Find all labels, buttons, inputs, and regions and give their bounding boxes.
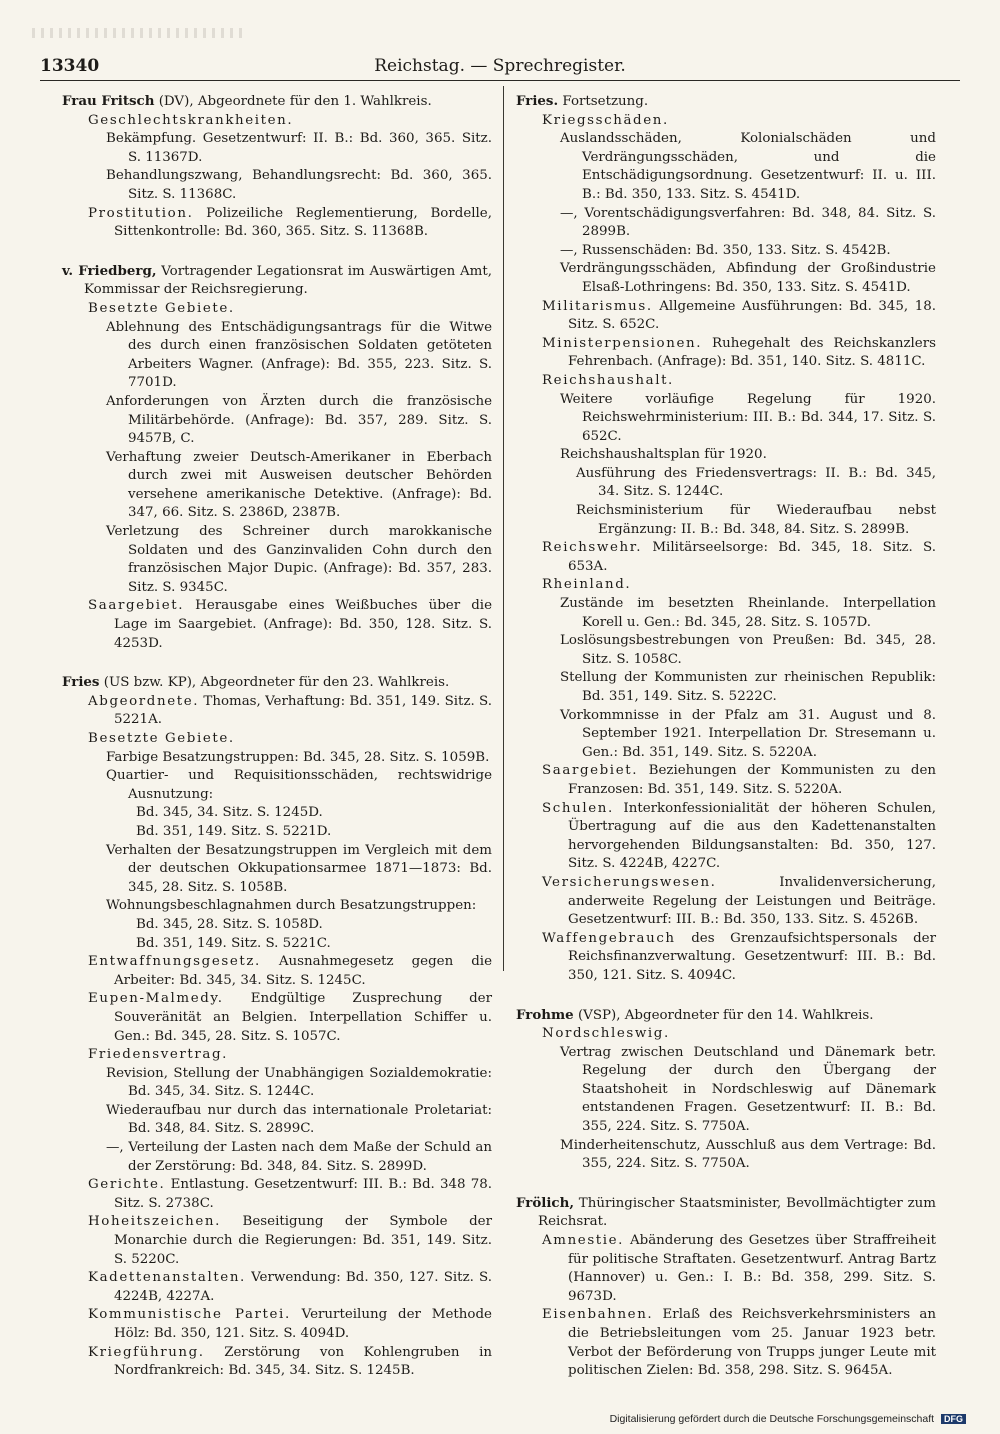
topic <box>62 1213 492 1269</box>
topic-text: Beziehungen der Kommunisten zu den Franzosen: Bd. 351, 149. Sitz. S. 5220A. <box>568 763 936 797</box>
subtopic: Bekämpfung. Gesetzentwurf: II. B.: Bd. 360, 365. Sitz. S. 11367D. <box>106 131 492 165</box>
topic <box>516 576 936 595</box>
subtopic: —, Vorentschädigungsverfahren: Bd. 348, 84. Sitz. S. 2899B. <box>560 205 936 240</box>
topic-text: Endgültige Zusprechung der Souveränität an Belgien. Interpellation Schiffer u. Gen.: Bd. 345, 28. Sitz. S. 1057C. <box>114 991 492 1044</box>
reference: Bd. 351, 149. Sitz. S. 5221C. <box>136 935 331 951</box>
subtopic: Zustände im besetzten Rheinlande. Interpellation Korell u. Gen.: Bd. 345, 28. Sitz. S. 1057D. <box>560 596 936 630</box>
header-rule <box>40 80 960 81</box>
topic <box>62 597 492 653</box>
speaker-info: (DV), Abgeordnete für den 1. Wahlkreis. <box>154 94 432 109</box>
topic-text: Entlastung. Gesetzentwurf: III. B.: Bd. 348 78. Sitz. S. 2738C. <box>114 1177 492 1211</box>
topic <box>62 205 492 242</box>
topic-keyword: Kadettenanstalten. <box>88 1270 246 1286</box>
speaker-info: (VSP), Abgeordneter für den 14. Wahlkreis. <box>573 1007 874 1023</box>
topic-keyword: Saargebiet. <box>88 598 185 614</box>
topic-keyword: Nordschleswig. <box>542 1026 670 1042</box>
topic-text: des Grenzaufsichtspersonals der Reichsfinanzverwaltung. Gesetzentwurf: III. B.: Bd. 350, 121. Sitz. S. 4094C. <box>568 930 936 983</box>
topic-keyword: Amnestie. <box>542 1233 625 1249</box>
topic <box>62 1344 492 1381</box>
topic <box>516 874 936 930</box>
speaker-name: Frohme <box>516 1006 574 1023</box>
speaker-name: Frau Fritsch <box>62 93 155 109</box>
topic-keyword: Besetzte Gebiete. <box>88 300 235 316</box>
speaker-name: Fries <box>62 674 100 691</box>
subtopic: Wiederaufbau nur durch das internationale Proletariat: Bd. 348, 84. Sitz. S. 2899C. <box>106 1102 492 1137</box>
topic <box>516 1306 936 1380</box>
subtopic: Verdrängungsschäden, Abfindung der Großindustrie Elsaß-Lothringens: Bd. 350, 133. Sitz. S. 4541D. <box>560 261 936 295</box>
topic-keyword: Waffengebrauch <box>542 930 676 946</box>
topic-text: Verurteilung der Methode Hölz: Bd. 350, 121. Sitz. S. 4094D. <box>114 1307 492 1341</box>
subtopic: Ablehnung des Entschädigungsantrags für die Witwe des durch einen französischen Soldaten getöteten Arbeiters Wagner. (Anfrage): Bd. 355, 223. Sitz. S. 7701D. <box>106 319 492 391</box>
topic <box>516 298 936 335</box>
topic-keyword: Geschlechtskrankheiten. <box>88 112 294 128</box>
speaker-info: Fortsetzung. <box>558 94 649 109</box>
reference: Bd. 345, 28. Sitz. S. 1058D. <box>136 916 323 932</box>
subtopic: Auslandsschäden, Kolonialschäden und Verdrängungsschäden, und die Entschädigungsordnung. Gesetzentwurf: II. u. III. B.: Bd. 350, 133. Sitz. S. 4541D. <box>560 131 936 202</box>
running-title: Reichstag. — Sprechregister. <box>374 56 626 76</box>
topic-text: Herausgabe eines Weißbuches über die Lage im Saargebiet. (Anfrage): Bd. 350, 128. Sitz. S. 4253D. <box>114 598 492 651</box>
topic <box>516 335 936 372</box>
topic <box>62 1269 492 1306</box>
digitization-credit <box>610 1413 966 1425</box>
topic <box>516 930 936 986</box>
topic-keyword: Militarismus. <box>542 298 653 314</box>
subtopic: Reichsministerium für Wiederaufbau nebst Ergänzung: II. B.: Bd. 348, 84. Sitz. S. 2899B. <box>576 503 936 537</box>
topic-text: Ausnahmegesetz gegen die Arbeiter: Bd. 345, 34. Sitz. S. 1245C. <box>114 954 492 988</box>
entry-fries <box>62 673 492 1381</box>
subtopic: Behandlungszwang, Behandlungsrecht: Bd. 360, 365. Sitz. S. 11368C. <box>106 168 492 202</box>
subtopic: Vertrag zwischen Deutschland und Dänemark betr. Regelung der durch den Übergang der Staatshoheit in Nordschleswig auf Dänemark entstandenen Fragen. Gesetzentwurf: II. B.: Bd. 355, 224. Sitz. S. 7750A. <box>560 1044 936 1135</box>
topic-text: Ruhegehalt des Reichskanzlers Fehrenbach. (Anfrage): Bd. 351, 140. Sitz. S. 4811C. <box>568 335 936 370</box>
topic <box>516 1025 936 1044</box>
speaker-name: Fries. <box>516 93 559 109</box>
topic <box>62 1176 492 1213</box>
topic <box>62 1306 492 1343</box>
speaker-info: Thüringischer Staatsminister, Bevollmächtigter zum Reichsrat. <box>538 1195 936 1230</box>
topic-keyword: Ministerpensionen. <box>542 335 703 351</box>
reference: Bd. 351, 149. Sitz. S. 5221D. <box>136 823 332 839</box>
subtopic: Vorkommnisse in der Pfalz am 31. August und 8. September 1921. Interpellation Dr. Stresemann u. Gen.: Bd. 351, 149. Sitz. S. 5220A. <box>560 707 936 760</box>
topic <box>516 112 936 131</box>
topic-keyword: Reichswehr. <box>542 540 643 556</box>
speaker-name: Frölich, <box>516 1194 574 1211</box>
entry-heading <box>62 673 492 693</box>
topic-keyword: Eisenbahnen. <box>542 1307 654 1323</box>
subtopic: Weitere vorläufige Regelung für 1920. Reichswehrministerium: III. B.: Bd. 344, 17. Sitz. S. 652C. <box>560 391 936 444</box>
topic-keyword: Gerichte. <box>88 1177 166 1193</box>
topic <box>62 300 492 319</box>
subtopic: —, Russenschäden: Bd. 350, 133. Sitz. S. 4542B. <box>560 242 891 258</box>
topic-keyword: Kriegsschäden. <box>542 112 669 128</box>
topic <box>516 762 936 799</box>
topic-keyword: Saargebiet. <box>542 763 639 779</box>
topic-keyword: Versicherungswesen. <box>542 874 717 890</box>
page-header <box>40 56 960 82</box>
speaker-info: (US bzw. KP), Abgeordneter für den 23. Wahlkreis. <box>99 675 450 691</box>
scan-speckle <box>32 28 242 38</box>
topic-keyword: Abgeordnete. <box>88 693 200 709</box>
page-number: 13340 <box>40 56 100 76</box>
topic-keyword: Friedensvertrag. <box>88 1047 228 1063</box>
topic-keyword: Reichshaushalt. <box>542 372 674 388</box>
speaker-info: Vortragender Legationsrat im Auswärtigen Amt, Kommissar der Reichsregierung. <box>84 263 492 298</box>
topic <box>62 1046 492 1065</box>
topic-keyword: Eupen-Malmedy. <box>88 991 224 1007</box>
topic-text: Allgemeine Ausführungen: Bd. 345, 18. Sitz. S. 652C. <box>568 298 936 333</box>
topic-keyword: Kommunistische Partei. <box>88 1307 291 1323</box>
right-column <box>516 92 936 1394</box>
entry-froelich <box>516 1194 936 1381</box>
entry-heading <box>516 92 936 112</box>
credit-text: Digitalisierung gefördert durch die Deutsche Forschungsgemeinschaft <box>609 1413 935 1425</box>
entry-fritsch <box>62 92 492 242</box>
topic-keyword: Prostitution. <box>88 205 194 221</box>
entry-heading <box>62 92 492 112</box>
subtopic: Stellung der Kommunisten zur rheinischen Republik: Bd. 351, 149. Sitz. S. 5222C. <box>560 670 936 704</box>
subtopic: Reichshaushaltsplan für 1920. <box>560 447 767 463</box>
subtopic: Wohnungsbeschlagnahmen durch Besatzungstruppen: <box>106 898 477 914</box>
subtopic: Verletzung des Schreiner durch marokkanische Soldaten und des Ganzinvaliden Cohn durch den französischen Major Dupic. (Anfrage): Bd. 357, 283. Sitz. S. 9345C. <box>106 524 492 595</box>
subtopic: Loslösungsbestrebungen von Preußen: Bd. 345, 28. Sitz. S. 1058C. <box>560 633 936 667</box>
topic-text: Militärseelsorge: Bd. 345, 18. Sitz. S. 653A. <box>568 540 936 574</box>
topic <box>62 693 492 730</box>
subtopic: Quartier- und Requisitionsschäden, rechtswidrige Ausnutzung: <box>106 768 492 802</box>
topic <box>62 112 492 131</box>
subtopic: Anforderungen von Ärzten durch die französische Militärbehörde. (Anfrage): Bd. 357, 289. Sitz. S. 9457B, C. <box>106 393 492 447</box>
topic-text: Zerstörung von Kohlengruben in Nordfrankreich: Bd. 345, 34. Sitz. S. 1245B. <box>114 1344 492 1379</box>
topic <box>62 990 492 1046</box>
left-column <box>62 92 492 1394</box>
entry-heading <box>62 262 492 300</box>
topic <box>62 953 492 990</box>
topic-keyword: Besetzte Gebiete. <box>88 731 235 746</box>
column-divider <box>503 86 504 971</box>
topic <box>516 1232 936 1306</box>
topic-keyword: Kriegführung. <box>88 1344 205 1360</box>
topic-text: Interkonfessionialität der höheren Schulen, Übertragung auf die aus den Kadettenanstalten hervorgehenden Bildungsanstalten: Bd. 350, 127. Sitz. S. 4224B, 4227C. <box>568 800 936 872</box>
topic-text: Abänderung des Gesetzes über Straffreiheit für politische Straftaten. Gesetzentwurf. Antrag Bartz (Hannover) u. Gen.: I. B.: Bd. 358, 299. Sitz. S. 9673D. <box>568 1233 936 1304</box>
topic-keyword: Hoheitszeichen. <box>88 1214 222 1230</box>
topic-keyword: Entwaffnungsgesetz. <box>88 954 261 970</box>
subtopic: Verhalten der Besatzungstruppen im Vergleich mit dem der deutschen Okkupationsarmee 1871—1873: Bd. 345, 28. Sitz. S. 1058B. <box>106 842 492 895</box>
topic-text: Verwendung: Bd. 350, 127. Sitz. S. 4224B, 4227A. <box>114 1270 492 1304</box>
entry-heading <box>516 1194 936 1232</box>
topic <box>516 800 936 874</box>
subtopic: Minderheitenschutz, Ausschluß aus dem Vertrage: Bd. 355, 224. Sitz. S. 7750A. <box>560 1137 936 1172</box>
topic-text: Polizeiliche Reglementierung, Bordelle, Sittenkontrolle: Bd. 360, 365. Sitz. S. 11368B. <box>114 205 492 240</box>
topic-text: Invalidenversicherung, anderweite Regelung der Leistungen und Beiträge. Gesetzentwurf: III. B.: Bd. 350, 133. Sitz. S. 4526B. <box>568 874 936 928</box>
subtopic: Ausführung des Friedensvertrags: II. B.: Bd. 345, 34. Sitz. S. 1244C. <box>576 465 936 500</box>
subtopic: Verhaftung zweier Deutsch-Amerikaner in Eberbach durch zwei mit Ausweisen deutscher Behörden versehene amerikanische Detektive. (Anfrage): Bd. 347, 66. Sitz. S. 2386D, 2387B. <box>106 449 492 521</box>
topic-keyword: Schulen. <box>542 800 614 816</box>
entry-heading <box>516 1006 936 1026</box>
entry-fries-continued <box>516 92 936 986</box>
topic-text: Beseitigung der Symbole der Monarchie durch die Regierungen: Bd. 351, 149. Sitz. S. 5220C. <box>114 1214 492 1267</box>
entry-frohme <box>516 1006 936 1174</box>
dfg-logo: DFG <box>941 1414 966 1424</box>
speaker-name: v. Friedberg, <box>62 262 157 279</box>
subtopic: Farbige Besatzungstruppen: Bd. 345, 28. Sitz. S. 1059B. <box>106 749 490 765</box>
topic <box>516 539 936 576</box>
topic <box>516 372 936 391</box>
topic-keyword: Rheinland. <box>542 577 632 593</box>
reference: Bd. 345, 34. Sitz. S. 1245D. <box>136 805 323 821</box>
topic-text: Thomas, Verhaftung: Bd. 351, 149. Sitz. S. 5221A. <box>114 693 492 728</box>
topic-text: Erlaß des Reichsverkehrsministers an die Betriebsleitungen vom 25. Januar 1923 betr. Verbot der Beförderung von Trupps junger Leute mit politischen Zielen: Bd. 358, 298. Sitz. S. 9645A. <box>568 1307 936 1379</box>
entry-friedberg <box>62 262 492 653</box>
subtopic: Revision, Stellung der Unabhängigen Sozialdemokratie: Bd. 345, 34. Sitz. S. 1244C. <box>106 1065 492 1100</box>
topic <box>62 730 492 749</box>
subtopic: —, Verteilung der Lasten nach dem Maße der Schuld an der Zerstörung: Bd. 348, 84. Sitz. S. 2899D. <box>106 1140 492 1174</box>
